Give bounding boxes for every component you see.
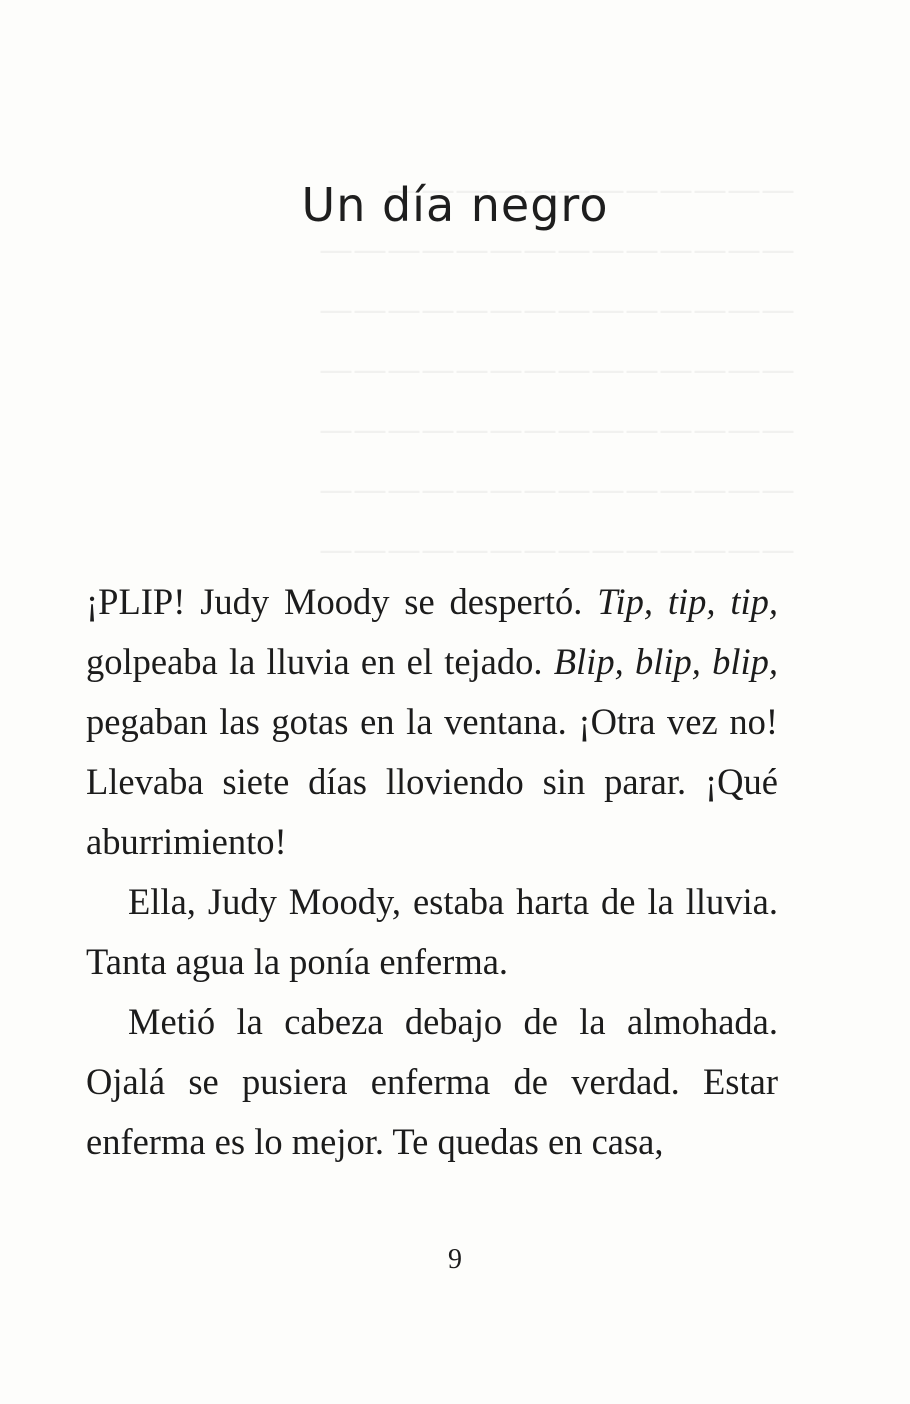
- paragraph-2: [86, 872, 778, 992]
- onomatopoeia-text: Blip, blip, blip,: [553, 641, 778, 682]
- paragraph-text: pegaban las gotas en la ventana. ¡Otra vez no! Llevaba siete días lloviendo sin parar. ¡Qué aburrimiento!: [86, 701, 778, 862]
- chapter-title: Un día negro: [301, 178, 609, 232]
- onomatopoeia-text: Tip, tip, tip,: [597, 581, 778, 622]
- paragraph-text: ¡PLIP! Judy Moody se despertó.: [86, 581, 598, 622]
- page-number: 9: [448, 1244, 462, 1275]
- paragraph-3: [86, 992, 778, 1172]
- paragraph-text: golpeaba la lluvia en el tejado.: [86, 641, 554, 682]
- body-text: [86, 572, 778, 1172]
- paragraph-text: Ella, Judy Moody, estaba harta de la lluvia. Tanta agua la ponía enferma.: [86, 881, 778, 982]
- paragraph-1: [86, 572, 778, 872]
- paragraph-text: Metió la cabeza debajo de la almohada. Ojalá se pusiera enferma de verdad. Estar enferma es lo mejor. Te quedas en casa,: [86, 1001, 778, 1162]
